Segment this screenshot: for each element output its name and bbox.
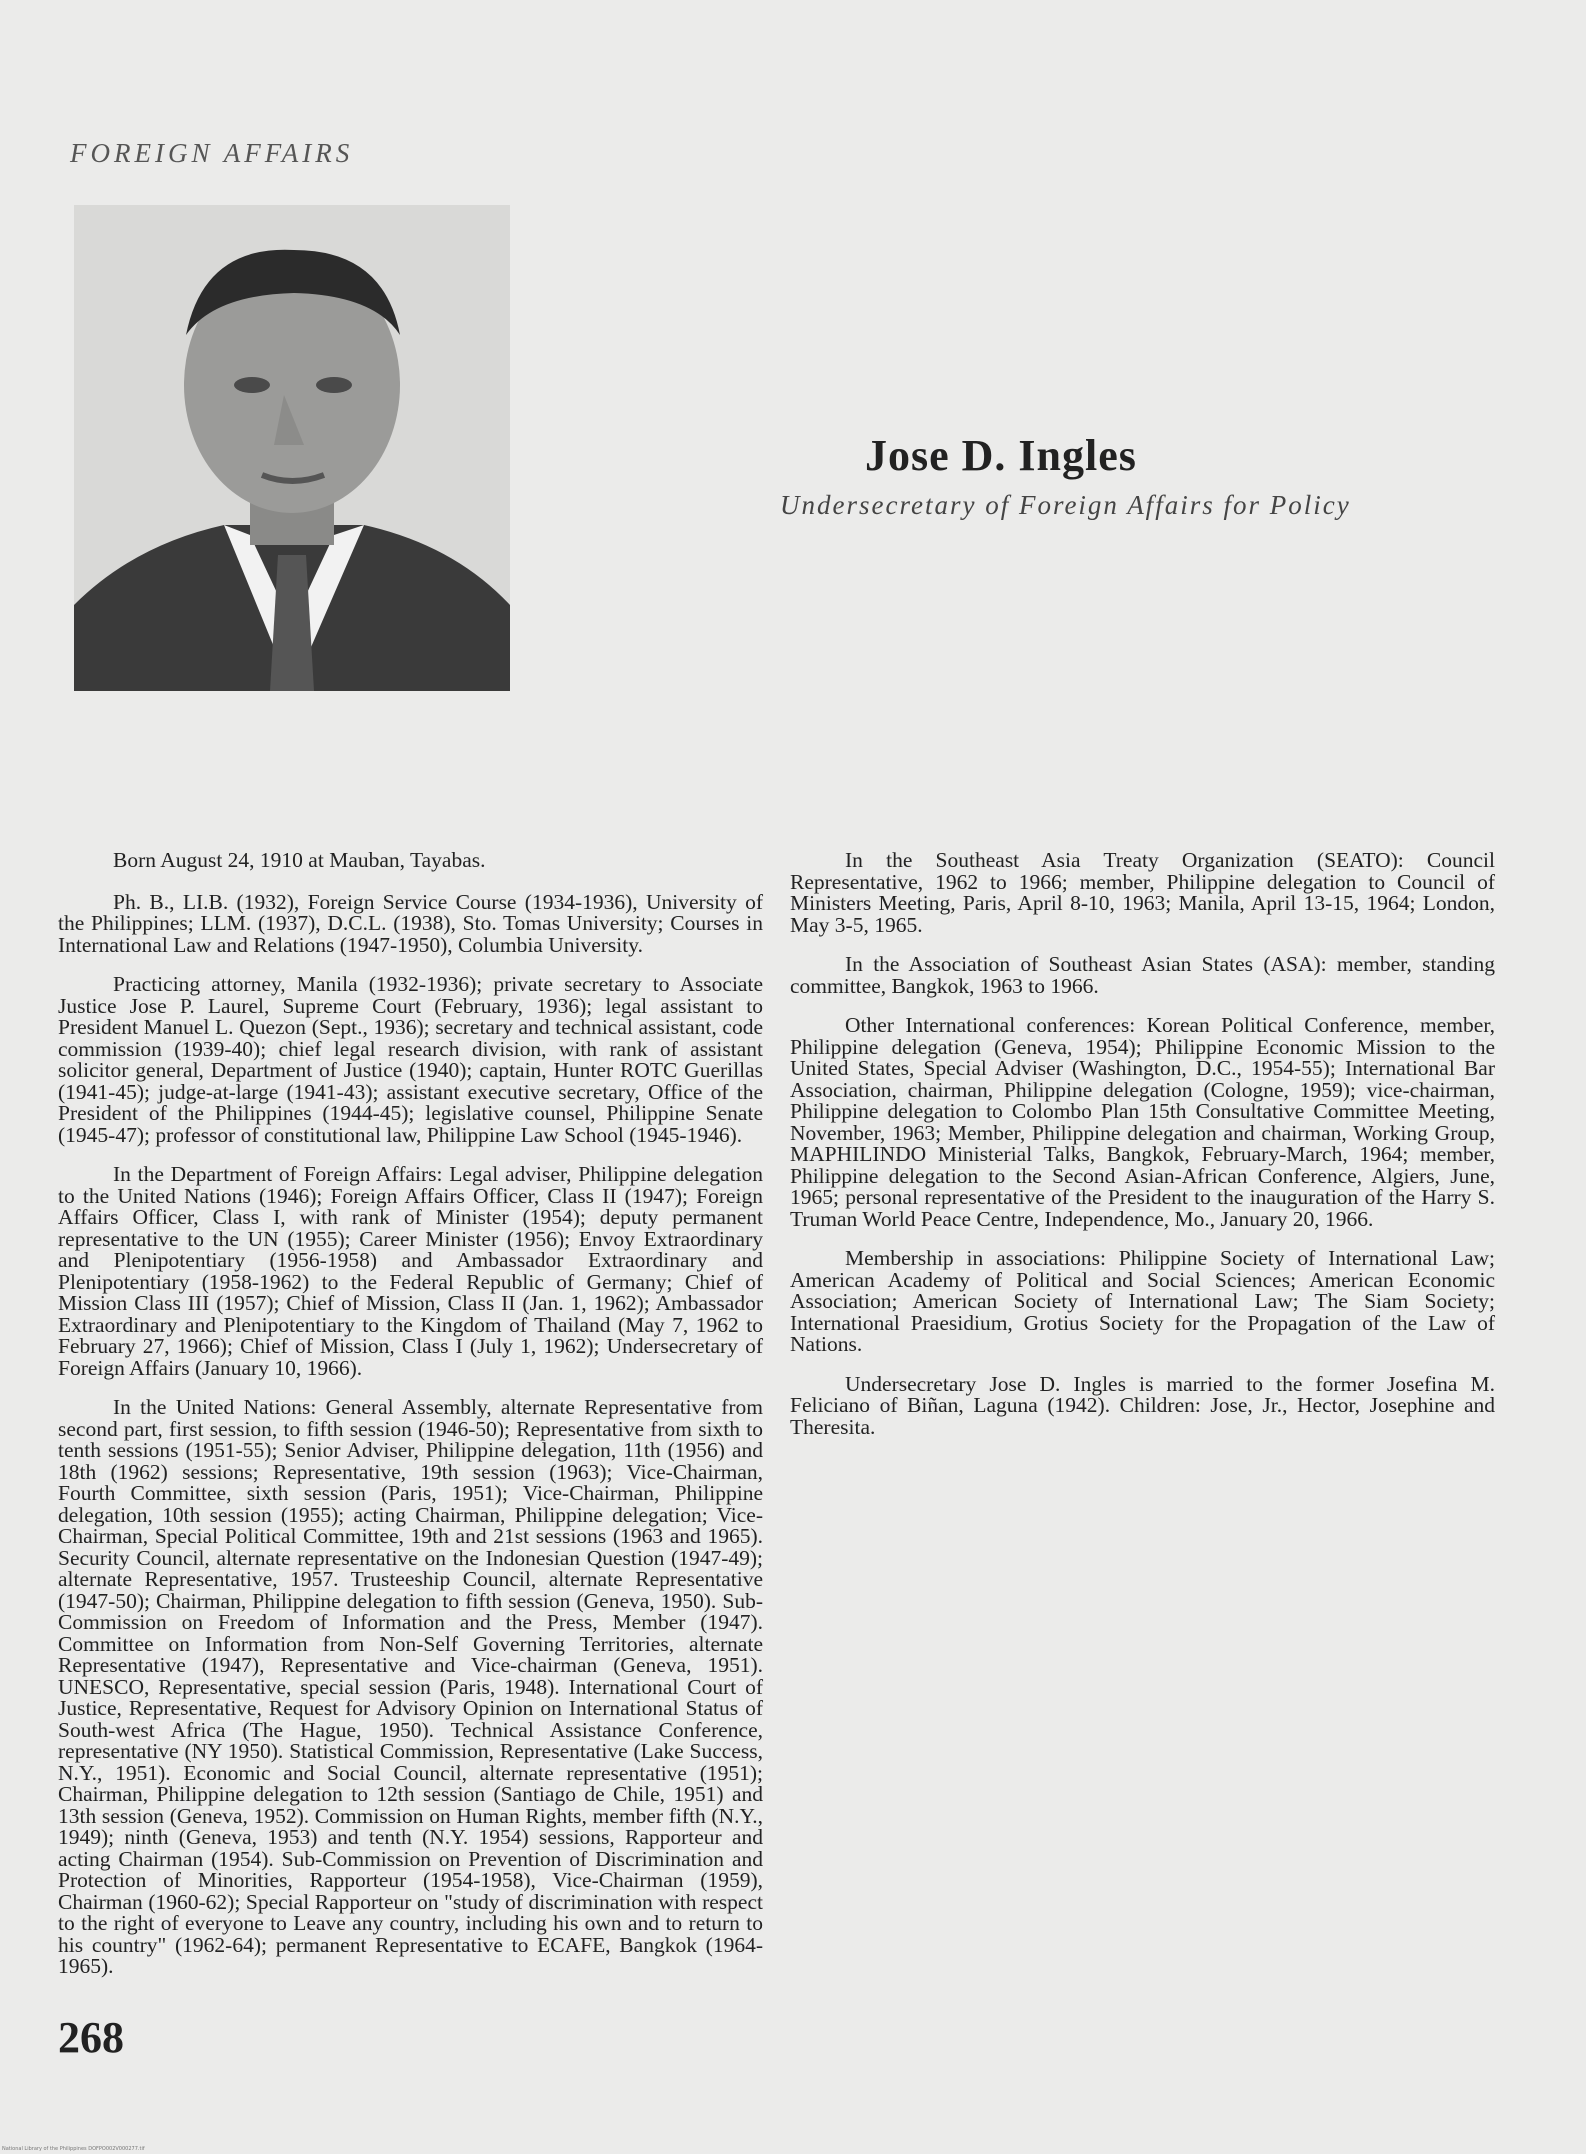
paragraph-memberships: Membership in associations: Philippine Society of International Law; American Academy of Political and Social Sciences; American Economic Association; American Society of International Law; The Siam Society; International Praesidium, Grotius Society for the Propagation of the Law of Nations.: [790, 1246, 1495, 1356]
paragraph-conferences: Other International conferences: Korean Political Conference, member, Philippine delegation (Geneva, 1954); Philippine Economic Mission to the United States, Special Adviser (Washington, D.C., 1954-55); International Bar Association, chairman, Philippine delegation (Cologne, 1959); vice-chairman, Philippine delegation to Colombo Plan 15th Consultative Committee Meeting, November, 1963; Member, Philippine delegation and chairman, Working Group, MAPHILINDO Ministerial Talks, Bangkok, February-March, 1964; member, Philippine delegation to the Second Asian-African Conference, Algiers, June, 1965; personal representative of the President to the inauguration of the Harry S. Truman World Peace Centre, Independence, Mo., January 20, 1966.: [790, 1013, 1495, 1231]
paragraph-asa: In the Association of Southeast Asian States (ASA): member, standing committee, Bangkok, 1963 to 1966.: [790, 952, 1495, 998]
left-column: [58, 850, 763, 1996]
portrait-illustration: [74, 205, 510, 691]
paragraph-born: Born August 24, 1910 at Mauban, Tayabas.: [113, 848, 486, 872]
paragraph-foreign-affairs: In the Department of Foreign Affairs: Legal adviser, Philippine delegation to the United Nations (1946); Foreign Affairs Officer, Class II (1947); Foreign Affairs Officer, Class I, with rank of Minister (1954); deputy permanent representative to the UN (1955); Career Minister (1956); Envoy Extraordinary and Plenipotentiary (1956-1958) and Ambassador Extraordinary and Plenipotentiary (1958-1962) to the Federal Republic of Germany; Chief of Mission Class III (1957); Chief of Mission, Class II (Jan. 1, 1962); Ambassador Extraordinary and Plenipotentiary to the Kingdom of Thailand (May 7, 1962 to February 27, 1966); Chief of Mission, Class I (July 1, 1962); Undersecretary of Foreign Affairs (January 10, 1966).: [58, 1162, 763, 1380]
paragraph-education: Ph. B., LI.B. (1932), Foreign Service Course (1934-1936), University of the Philippines; LLM. (1937), D.C.L. (1938), Sto. Tomas University; Courses in International Law and Relations (1947-1950), Columbia University.: [58, 889, 763, 957]
right-column: [790, 850, 1495, 1456]
paragraph-seato: In the Southeast Asia Treaty Organization (SEATO): Council Representative, 1962 to 1966; member, Philippine delegation to Council of Ministers Meeting, Paris, April 8-10, 1963; Manila, April 13-15, 1964; London, May 3-5, 1965.: [790, 848, 1495, 937]
footer-note: National Library of the Philippines DOFPO002V000277.tif: [2, 2146, 145, 2152]
section-header: FOREIGN AFFAIRS: [70, 138, 354, 168]
person-title: Undersecretary of Foreign Affairs for Policy: [780, 490, 1351, 520]
portrait-photo: [74, 205, 510, 691]
person-name: Jose D. Ingles: [865, 431, 1137, 480]
paragraph-career: Practicing attorney, Manila (1932-1936); private secretary to Associate Justice Jose P. Laurel, Supreme Court (February, 1936); legal assistant to President Manuel L. Quezon (Sept., 1936); secretary and technical assistant, code commission (1939-40); chief legal research division, with rank of assistant solicitor general, Department of Justice (1940); captain, Hunter ROTC Guerillas (1941-45); judge-at-large (1941-43); assistant executive secretary, Office of the President of the Philippines (1944-45); legislative counsel, Philippine Senate (1945-47); professor of constitutional law, Philippine Law School (1945-1946).: [58, 972, 763, 1147]
page-number: 268: [58, 2013, 124, 2062]
paragraph-united-nations: In the United Nations: General Assembly, alternate Representative from second part, first session, to fifth session (1946-50); Representative from sixth to tenth sessions (1951-55); Senior Adviser, Philippine delegation, 11th (1956) and 18th (1962) sessions; Representative, 19th session (1963); Vice-Chairman, Fourth Committee, sixth session (Paris, 1951); Vice-Chairman, Philippine delegation, 10th session (1955); acting Chairman, Philippine delegation; Vice-Chairman, Special Political Committee, 19th and 21st sessions (1963 and 1965). Security Council, alternate representative on the Indonesian Question (1947-49); alternate Representative, 1957. Trusteeship Council, alternate Representative (1947-50); Chairman, Philippine delegation to fifth session (Geneva, 1950). Sub-Commission on Freedom of Information and the Press, Member (1947). Committee on Information from Non-Self Governing Territories, alternate Representative (1947), Representative and Vice-chairman (Geneva, 1951). UNESCO, Representative, special session (Paris, 1948). International Court of Justice, Representative, Request for Advisory Opinion on International Status of South-west Africa (The Hague, 1950). Technical Assistance Conference, representative (NY 1950). Statistical Commission, Representative (Lake Success, N.Y., 1951). Economic and Social Council, alternate representative (1951); Chairman, Philippine delegation to 12th session (Santiago de Chile, 1951) and 13th session (Geneva, 1952). Commission on Human Rights, member fifth (N.Y., 1949); ninth (Geneva, 1953) and tenth (N.Y. 1954) sessions, Rapporteur and acting Chairman (1954). Sub-Commission on Prevention of Discrimination and Protection of Minorities, Rapporteur (1954-1958), Vice-Chairman (1959), Chairman (1960-62); Special Rapporteur on "study of discrimination with respect to the right of everyone to Leave any country, including his own and to return to his country" (1962-64); permanent Representative to ECAFE, Bangkok (1964-1965).: [58, 1395, 763, 1978]
paragraph-family: Undersecretary Jose D. Ingles is married to the former Josefina M. Feliciano of Biñan, Laguna (1942). Children: Jose, Jr., Hector, Josephine and Theresita.: [790, 1371, 1495, 1439]
